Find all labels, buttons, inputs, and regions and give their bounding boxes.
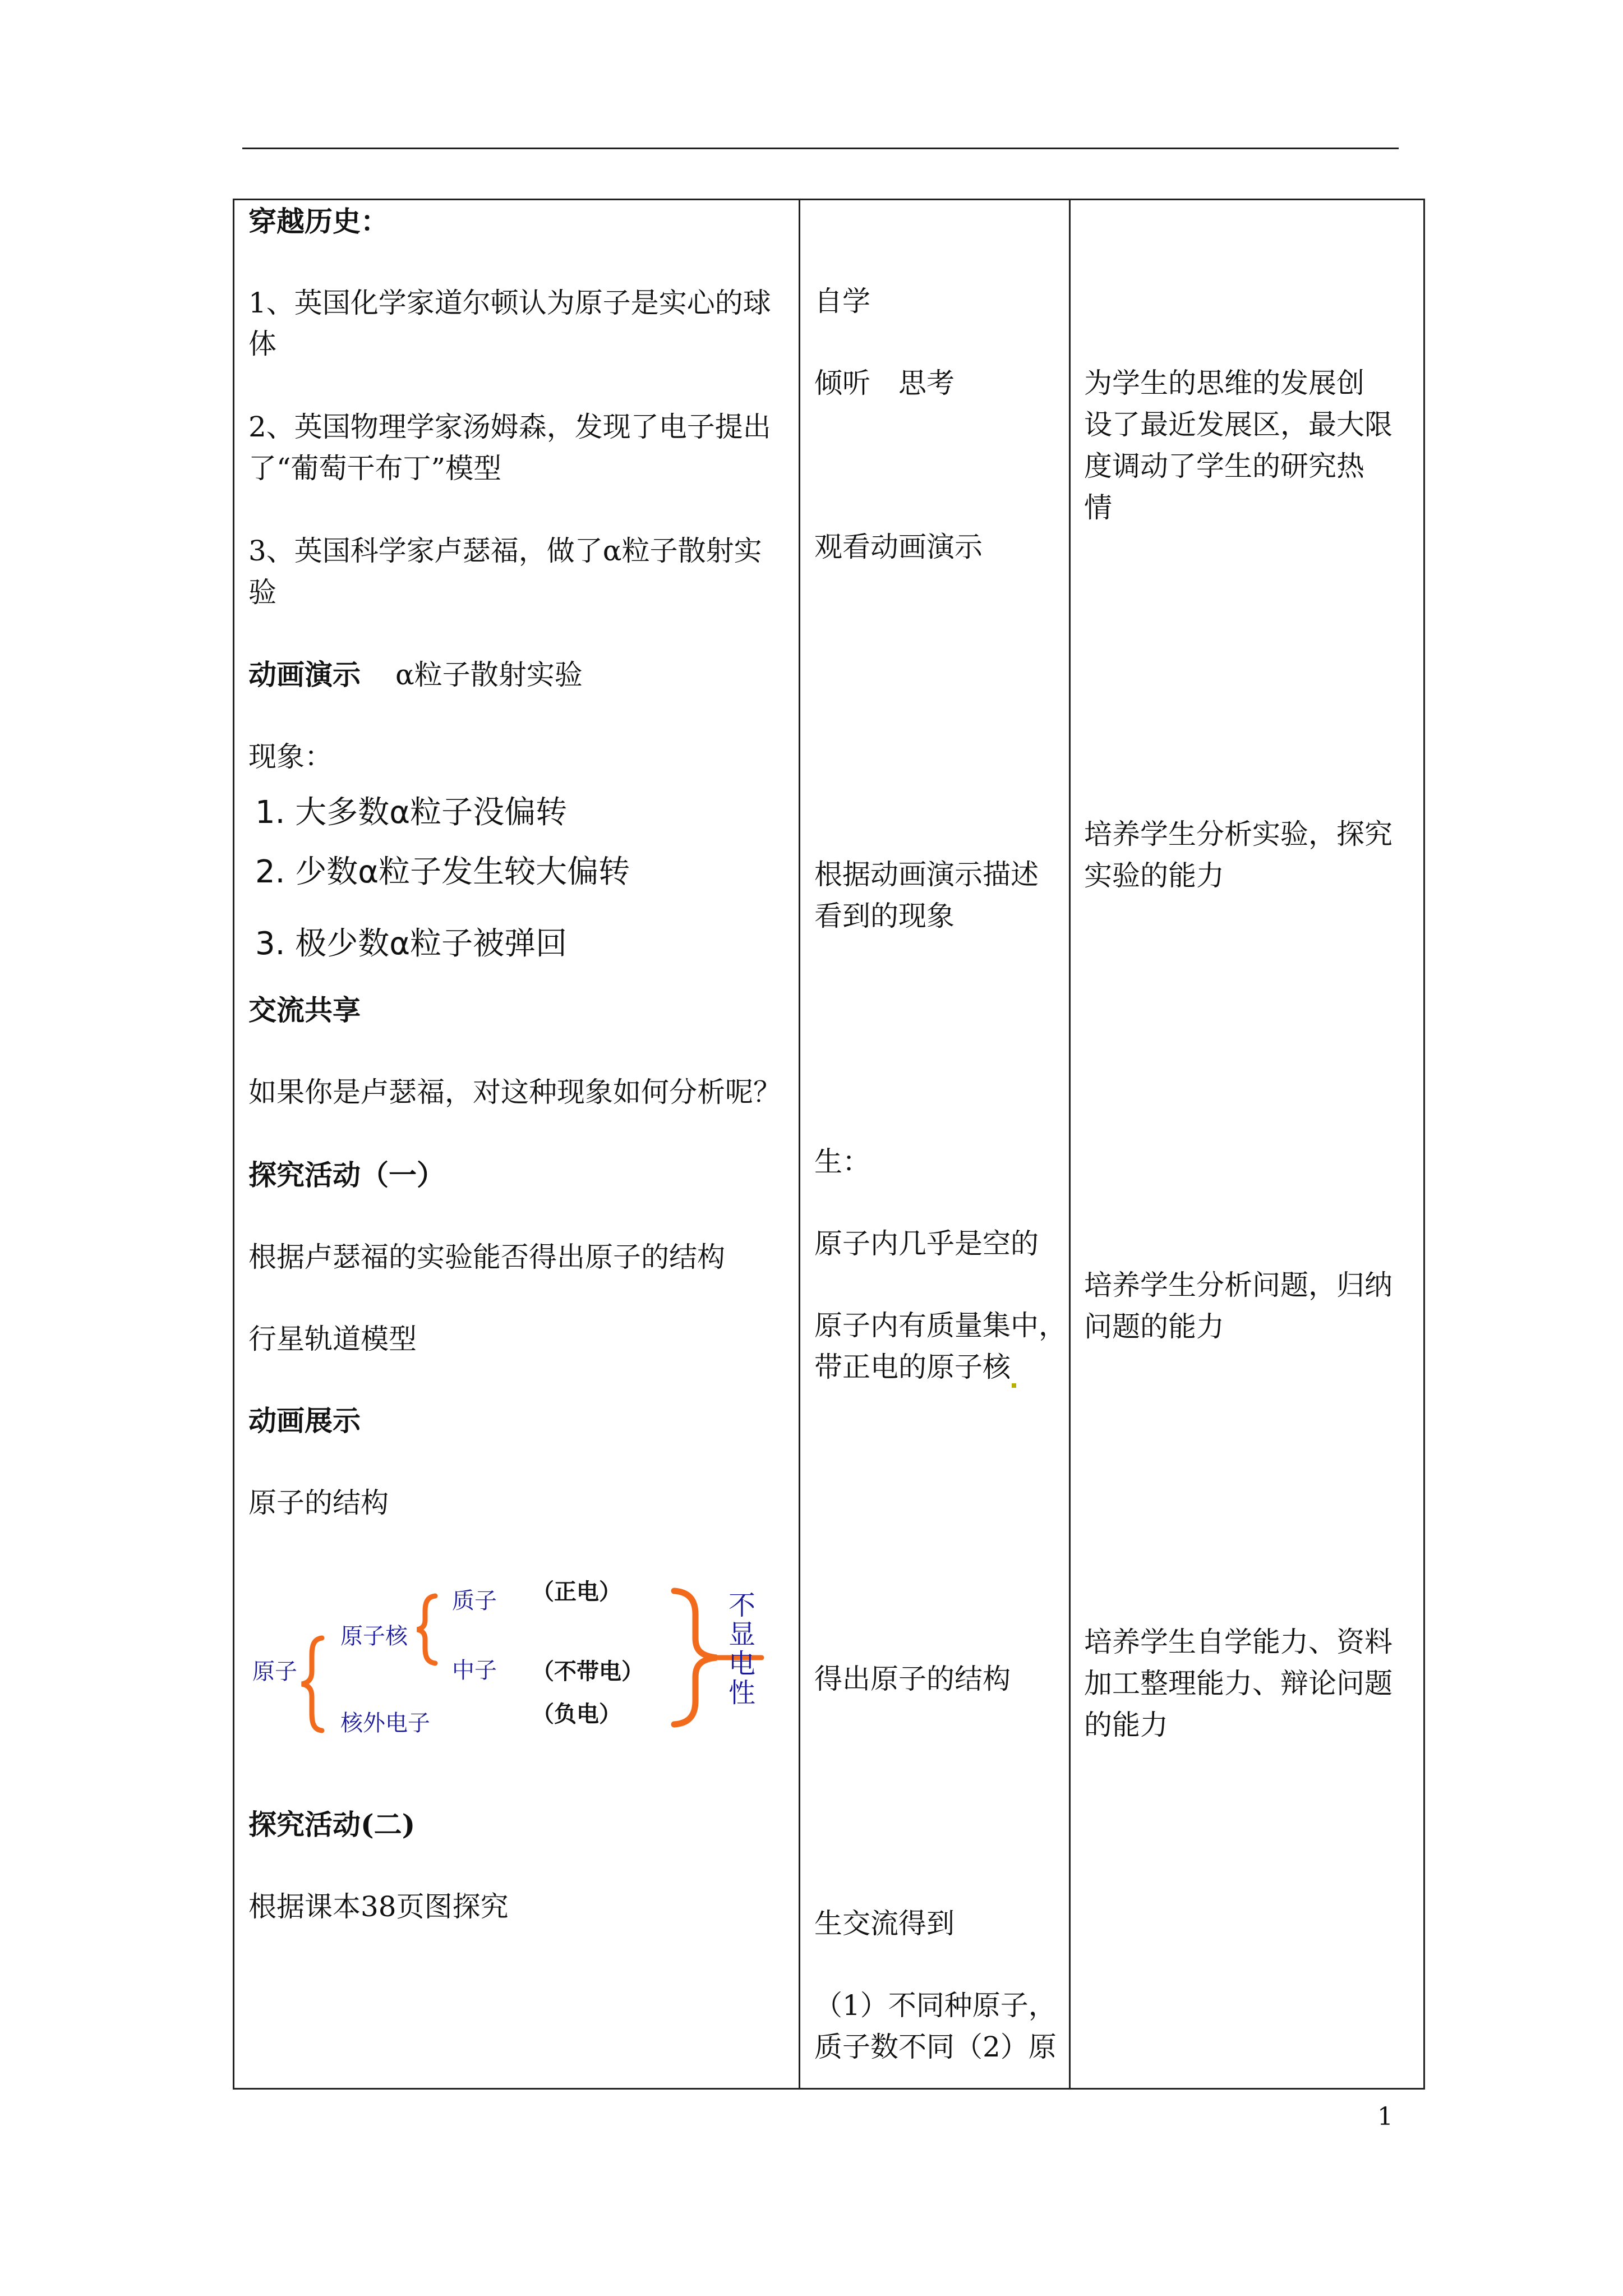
neutral-char-4: 性 — [728, 1677, 755, 1709]
history-item-1: 1、英国化学家道尔顿认为原子是实心的球 — [248, 287, 771, 319]
history-item-1-cont: 体 — [248, 328, 276, 360]
purpose-4-line-1: 培养学生自学能力、资料 — [1084, 1626, 1393, 1658]
animation-label: 动画演示 — [248, 658, 361, 691]
neutral-label — [728, 1591, 756, 1708]
purpose-2-line-2: 实验的能力 — [1084, 859, 1224, 892]
atom-label: 原子 — [252, 1659, 297, 1685]
electrons-label: 核外电子 — [340, 1710, 430, 1736]
explore-activity-1-label: 探究活动（一） — [248, 1158, 445, 1191]
model-name: 行星轨道模型 — [248, 1323, 417, 1355]
neutron-label: 中子 — [452, 1658, 497, 1683]
phenomenon-1: 1. 大多数α粒子没偏转 — [255, 794, 568, 831]
structure-label: 原子的结构 — [248, 1487, 389, 1519]
atom-brace — [302, 1638, 322, 1731]
explore-activity-2-text: 根据课本38页图探究 — [248, 1890, 509, 1923]
phenomena-label: 现象： — [248, 740, 333, 773]
discuss-result: 生交流得到 — [814, 1907, 955, 1940]
history-item-2-cont: 了“葡萄干布丁”模型 — [248, 452, 502, 485]
neutron-charge: （不带电） — [532, 1659, 644, 1685]
self-study: 自学 — [814, 285, 870, 318]
student-answer-2-cont-text: 带正电的原子核 — [814, 1351, 1011, 1383]
discussion-question: 如果你是卢瑟福，对这种现象如何分析呢？ — [248, 1076, 781, 1108]
nucleus-label: 原子核 — [340, 1623, 408, 1649]
phenomenon-3: 3. 极少数α粒子被弹回 — [255, 926, 568, 962]
neutral-char-1: 不 — [728, 1590, 755, 1621]
purpose-1-line-1: 为学生的思维的发展创 — [1084, 367, 1364, 399]
history-item-2: 2、英国物理学家汤姆森，发现了电子提出 — [248, 411, 771, 443]
purpose-1-line-3: 度调动了学生的研究热 — [1084, 450, 1364, 482]
proton-charge: （正电） — [532, 1579, 621, 1605]
describe-phenomena-cont: 看到的现象 — [814, 900, 955, 932]
purpose-2-line-1: 培养学生分析实验，探究 — [1084, 818, 1393, 850]
history-item-3: 3、英国科学家卢瑟福，做了α粒子散射实 — [248, 535, 762, 567]
result-1: （1）不同种原子， — [814, 1989, 1057, 2022]
student-label: 生： — [814, 1145, 870, 1178]
mark-dot — [1012, 1383, 1016, 1388]
nucleus-brace — [417, 1596, 435, 1663]
history-heading: 穿越历史： — [248, 205, 389, 238]
neutral-char-2: 显 — [728, 1619, 755, 1650]
neutral-char-3: 电 — [728, 1648, 755, 1680]
purpose-1-line-2: 设了最近发展区，最大限 — [1084, 408, 1393, 441]
explore-activity-1-text: 根据卢瑟福的实验能否得出原子的结构 — [248, 1241, 725, 1273]
history-item-3-cont: 验 — [248, 576, 276, 609]
listen-think — [814, 362, 955, 404]
phenomenon-2: 2. 少数α粒子发生较大偏转 — [255, 854, 630, 890]
purpose-4-line-3: 的能力 — [1084, 1709, 1168, 1741]
proton-label: 质子 — [452, 1588, 497, 1614]
purpose-1-line-4: 情 — [1084, 491, 1112, 524]
electron-charge: （负电） — [532, 1701, 621, 1727]
describe-phenomena: 根据动画演示描述 — [814, 858, 1039, 891]
student-answer-2: 原子内有质量集中， — [814, 1309, 1067, 1342]
animation-title: α粒子散射实验 — [395, 659, 583, 691]
page-number: 1 — [1377, 2102, 1393, 2131]
watch-animation: 观看动画演示 — [814, 531, 983, 563]
listen-think-text: 倾听 思考 — [814, 367, 955, 399]
purpose-3-line-1: 培养学生分析问题，归纳 — [1084, 1269, 1393, 1301]
animation-display-label: 动画展示 — [248, 1404, 361, 1437]
derive-structure: 得出原子的结构 — [814, 1663, 1011, 1695]
student-answer-2-cont — [814, 1346, 1016, 1388]
purpose-4-line-2: 加工整理能力、辩论问题 — [1084, 1667, 1393, 1700]
purpose-3-line-2: 问题的能力 — [1084, 1310, 1224, 1343]
result-1-cont: 质子数不同（2）原 — [814, 2031, 1057, 2063]
explore-activity-2-label: 探究活动(二) — [248, 1808, 416, 1841]
share-label: 交流共享 — [248, 993, 361, 1027]
student-answer-1: 原子内几乎是空的 — [814, 1227, 1039, 1260]
